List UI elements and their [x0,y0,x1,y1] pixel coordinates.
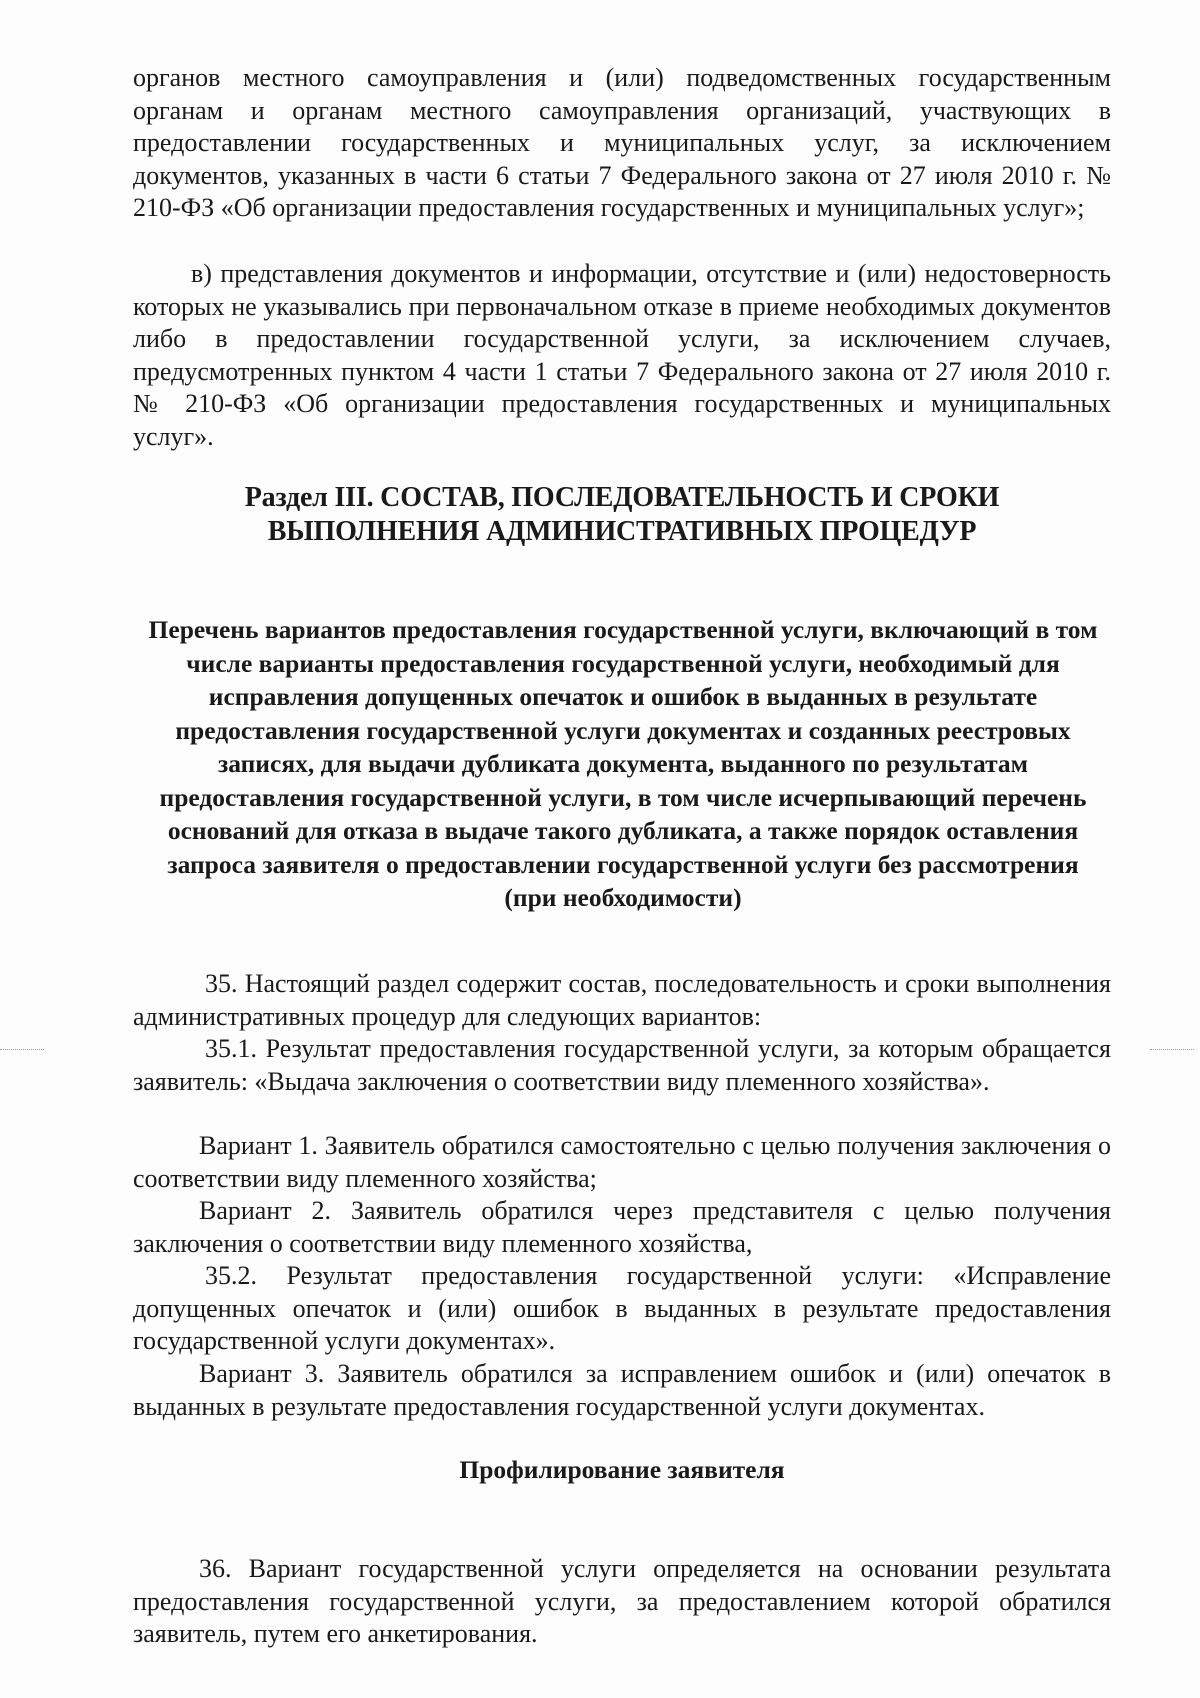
paragraph-35-2: 35.2. Результат предоставления государственной услуги: «Исправление допущенных опечаток и (или) ошибок в выданных в результате предоставления государственной услуги документах». [133,1261,1111,1356]
paragraph-35: 35. Настоящий раздел содержит состав, последовательность и сроки выполнения административных процедур для следующих вариантов: [133,969,1111,1031]
paragraph-35-1: 35.1. Результат предоставления государственной услуги, за которым обращается заявитель: «Выдача заключения о соответствии виду племенного хозяйства». [133,1034,1111,1096]
paragraph-v: в) представления документов и информации, отсутствие и (или) недостоверность которых не указывались при первоначальном отказе в приеме необходимых документов либо в предоставлении государственной услуги, за исключением случаев, предусмотренных пунктом 4 части 1 статьи 7 Федерального закона от 27 июля 2010 г. № 210-ФЗ «Об организации предоставления государственных и муниципальных услуг». [133,259,1111,451]
paragraph-variant-2: Вариант 2. Заявитель обратился через представителя с целью получения заключения о соответствии виду племенного хозяйства, [133,1196,1111,1258]
paragraph-top: органов местного самоуправления и (или) подведомственных государственным органам и органам местного самоуправления организаций, участвующих в предоставлении государственных и муниципальных услуг, за исключением документов, указанных в части 6 статьи 7 Федерального закона от 27 июля 2010 г. № 210-ФЗ «Об организации предоставления государственных и муниципальных услуг»; [133,63,1111,223]
paragraph-variant-1: Вариант 1. Заявитель обратился самостоятельно с целью получения заключения о соответствии виду племенного хозяйства; [133,1131,1111,1193]
paragraph-variant-3: Вариант 3. Заявитель обратился за исправлением ошибок и (или) опечаток в выданных в результате предоставления государственной услуги документах. [133,1359,1111,1421]
section-title [133,481,1111,549]
subheading-variants: Перечень вариантов предоставления государственной услуги, включающий в том числе варианты предоставления государственной услуги, необходимый для исправления допущенных опечаток и ошибок в выданных в результате предоставления государственной услуги документах и созданных реестровых записях, для выдачи дубликата документа, выданного по результатам предоставления государственной услуги, в том числе исчерпывающий перечень оснований для отказа в выдаче такого дубликата, а также порядок оставления запроса заявителя о предоставлении государственной услуги без рассмотрения (при необходимости) [148,615,1098,912]
scan-artifact-left [0,1049,44,1051]
subheading-profiling: Профилирование заявителя [459,1455,785,1484]
section-title-line-1: Раздел III. СОСТАВ, ПОСЛЕДОВАТЕЛЬНОСТЬ И СРОКИ [244,482,1000,513]
scan-artifact-right [1150,1049,1194,1051]
section-title-line-2: ВЫПОЛНЕНИЯ АДМИНИСТРАТИВНЫХ ПРОЦЕДУР [267,516,977,547]
paragraph-36: 36. Вариант государственной услуги определяется на основании результата предоставления государственной услуги, за предоставлением которой обратился заявитель, путем его анкетирования. [133,1554,1111,1649]
